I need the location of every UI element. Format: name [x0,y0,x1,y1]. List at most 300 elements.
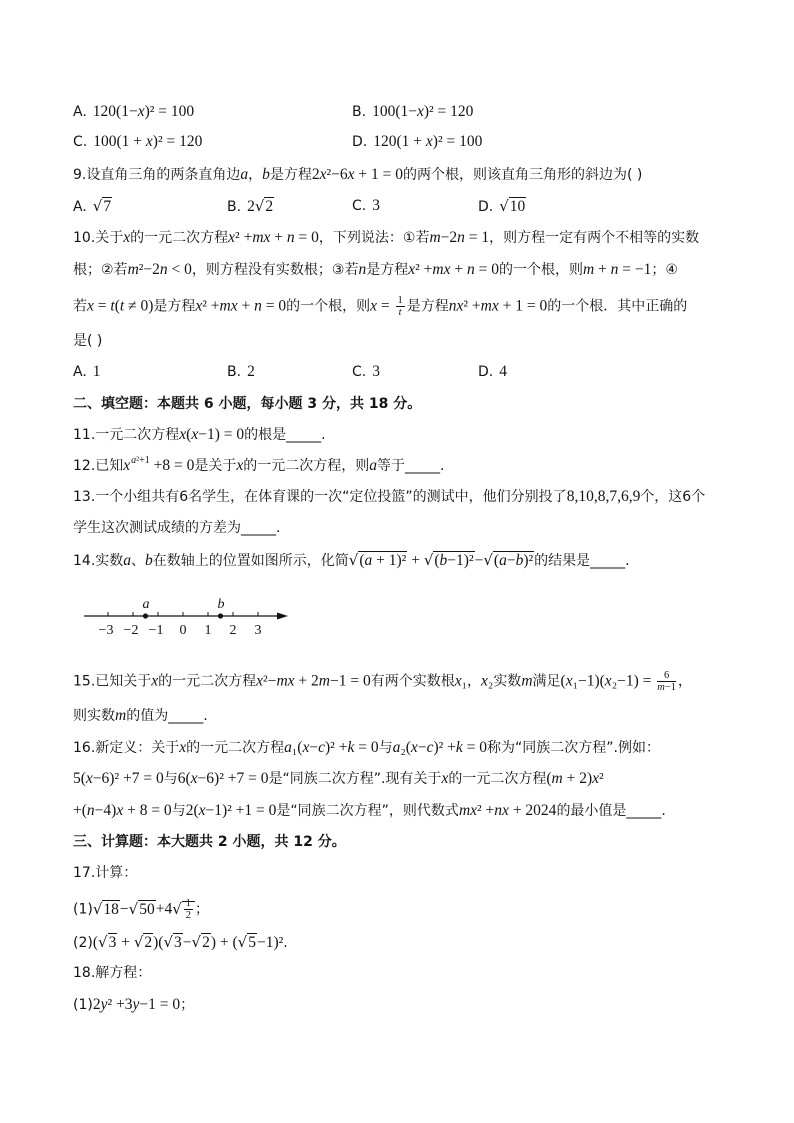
q9-option-c [352,196,380,216]
radical-sign: √ [128,899,139,918]
math-variable: x [319,166,327,183]
math-variable: m [657,682,665,693]
math-variable: x [179,426,187,443]
text-run: 是方程 [366,262,409,278]
text-run: . [283,935,288,951]
radicand: 3 [174,934,182,951]
square-root [128,899,156,918]
math-expression: − [474,552,484,569]
text-run: 与 [163,771,178,787]
text-run: 15.已知关于 [73,673,152,690]
math-variable: m [429,229,441,246]
text-run: ，则方程没有实数根；③若 [191,262,359,278]
radical-sign: √ [237,933,248,951]
option-label: C. [352,364,367,380]
q9-option-b [227,196,274,216]
square-root [192,935,211,951]
q10-stem-line-4 [73,331,102,351]
math-variable: m [432,261,444,278]
text-run: 根；②若 [73,262,128,278]
q11-stem [73,425,326,445]
math-expression: m−2n = 1 [429,229,490,246]
math-variable: x [230,297,238,315]
text-run: ，则方程一定有两个不相等的实数 [489,230,700,246]
math-variable: k [455,739,463,756]
option-expression [93,134,202,150]
text-run: 是“同族二次方程”.现有关于 [268,771,442,787]
math-variable: x [410,739,418,756]
tick-label: 3 [254,623,262,638]
q10-stem-line-3 [73,295,688,318]
text-run: 是关于 [194,458,237,474]
fraction [396,295,405,318]
radicand: 50 [139,900,155,918]
math-variable: m [582,261,595,278]
math-expression: a₂(x−c)² +k = 0 [392,739,488,756]
math-variable: m [551,770,563,787]
math-expression: x² +mx + n = 0 [195,297,287,315]
q18-part-1 [73,995,194,1015]
math-variable: n [86,802,95,819]
math-variable: n [466,261,475,278]
math-variable: x [456,297,464,315]
math-variable: n [610,261,619,278]
denominator: m−1 [657,682,677,693]
math-variable: x [287,672,295,690]
text-run: ， [467,673,482,690]
text-run: 9.设直角三角的两条直角边 [73,167,241,183]
option-expression [499,199,526,215]
math-expression: x₂ [481,672,494,690]
math-expression: 6(x−6)² +7 = 0 [177,770,269,787]
math-expression: a₁(x−c)² +k = 0 [284,739,379,756]
math-expression: ( [92,934,99,951]
math-expression [145,552,153,569]
math-variable: a [131,455,137,466]
fraction [184,898,193,921]
radicand: 2 [144,934,153,951]
text-run: ，下列说法：①若 [318,230,430,246]
square-root [163,935,182,951]
square-root [98,935,117,951]
math-variable: a [284,739,292,756]
math-variable: m [252,229,264,246]
tick-label: −3 [98,623,114,638]
radical-sign: √ [348,551,359,569]
text-run: ； [180,997,195,1013]
radical-sign: √ [133,933,144,951]
math-variable: b [145,552,153,569]
math-variable: b [515,552,524,569]
q9-option-a [73,196,112,216]
option-label: B. [352,104,367,120]
option-label: A. [73,364,87,380]
math-variable: t [398,307,402,318]
math-variable: x [481,672,488,690]
math-expression: 2x²−6x + 1 = 0 [311,166,404,183]
text-run: 16.新定义：关于 [73,740,180,756]
text-run: 17.计算： [73,865,138,881]
text-run: 的结果是_____. [534,553,630,569]
radicand: 2 [265,198,274,215]
math-variable: n [457,229,465,246]
math-variable: x [263,229,271,246]
math-variable: x [87,297,94,315]
q17-part-2 [73,932,288,952]
math-expression: 2 [247,198,255,215]
radicand: (a + 1)² [359,552,407,569]
math-expression: 100(1 + x)² = 120 [93,133,203,150]
q8-option-d [352,132,482,152]
math-variable: a [499,552,507,569]
point-a [143,613,148,618]
math-variable: x [179,739,187,756]
radical-sign: √ [163,933,174,951]
math-variable: m [127,261,139,278]
radicand: 10 [509,198,526,215]
math-expression: 4 [499,363,507,380]
option-expression [499,364,507,380]
math-variable: x [191,426,199,443]
math-expression: + [117,934,134,951]
math-expression: +4 [155,900,173,918]
q16-stem-line-3 [73,801,666,821]
q9-stem [73,165,642,185]
math-expression: )( [153,934,164,951]
math-variable: n [358,261,367,278]
text-run: 是方程 [153,298,196,315]
math-expression [123,552,131,569]
math-variable: x [123,229,131,246]
number-line-figure [80,592,295,642]
square-root [499,199,526,215]
math-variable: n [448,297,457,315]
q8-option-c [73,132,202,152]
square-root [424,553,475,569]
numerator: 6 [657,670,676,682]
math-variable: x [565,672,573,690]
math-variable: t [110,297,115,315]
math-expression: 8,10,8,7,6,9 [566,488,641,505]
math-expression: 1 [92,363,101,380]
text-run: 与 [171,803,186,819]
math-variable: x [123,457,131,474]
text-run: 等于_____. [377,458,445,474]
q10-option-a [73,362,101,382]
q18-stem [73,963,151,983]
math-expression [115,707,126,724]
option-label: A. [73,104,87,120]
text-run: 是方程 [406,298,449,315]
math-expression [369,457,377,474]
square-root [172,898,195,921]
text-run: 则实数 [73,708,115,724]
math-expression: 5(x−6)² +7 = 0 [73,770,164,787]
option-expression [93,364,101,380]
math-variable: x [256,672,264,690]
math-expression: m²−2n < 0 [127,261,192,278]
option-expression [372,104,473,120]
section-heading-calculation: 三、计算题：本大题共 2 小题，共 12 分。 [73,834,346,850]
math-variable: a [364,552,373,569]
math-variable: n [159,261,168,278]
math-variable: b [262,166,270,183]
text-run: 是( ) [73,333,103,349]
math-variable: a [240,166,249,183]
q13-stem-line-2 [73,518,280,538]
math-expression: x = [370,297,394,315]
math-expression: + [407,552,424,569]
math-expression: 2y² +3y−1 = 0 [92,996,181,1013]
radical-sign: √ [423,551,434,569]
option-expression [372,198,380,214]
math-variable: x [228,229,236,246]
q14-stem [73,550,630,570]
text-run: ， [248,167,263,183]
text-run: 14.实数 [73,553,124,569]
text-run: 是方程 [269,167,312,183]
text-run: 的一元二次方程 [186,740,285,756]
option-label: D. [478,364,494,380]
square-root [349,553,408,569]
math-expression: x₁ [454,672,468,690]
math-variable: x [195,297,203,315]
point-b [218,613,223,618]
tick-label: 2 [229,623,237,638]
radicand: 2 [202,934,210,951]
math-variable: x [502,802,509,819]
math-variable: m [521,672,533,690]
square-root [93,199,112,215]
q8-option-a [73,102,194,122]
text-run: 的最小值是_____. [556,803,666,819]
math-variable: n [254,297,262,315]
square-root [134,935,153,951]
math-variable: x [85,770,93,787]
text-run: 实数 [493,673,522,690]
math-expression: mx² +nx + 2024 [458,802,557,819]
math-expression: 120(1−x)² = 100 [92,103,195,120]
tick-label: 1 [204,623,212,638]
math-variable: b [439,552,448,569]
option-label: D. [352,134,368,150]
q15-stem-line-1 [73,670,693,693]
math-expression: 3 [372,197,380,214]
math-variable: x [443,261,451,278]
option-label: A. [73,199,87,215]
math-variable: x [425,133,433,150]
text-run: (2) [73,935,93,951]
radical-sign: √ [92,899,103,918]
math-expression: −1)² [256,934,284,951]
q16-stem-line-2 [73,769,604,789]
math-expression: x(x−1) = 0 [179,426,245,443]
math-variable: c [426,739,434,756]
math-variable: m [115,707,127,724]
math-variable: x [302,739,310,756]
math-variable: x [198,802,206,819]
math-expression: 2 [247,363,255,380]
text-run: 的一个根．其中正确的 [547,298,688,315]
text-run: 12.已知 [73,458,124,474]
text-run: 、 [131,553,146,569]
arrow-head-icon [277,613,288,620]
text-run: 与 [378,740,393,756]
math-variable: x [491,297,499,315]
math-expression: 2(x−1)² +1 = 0 [185,802,277,819]
math-variable: n [494,802,503,819]
fraction [657,670,676,693]
q10-option-b [227,362,255,382]
math-variable: x [347,166,355,183]
math-variable: x [454,672,462,690]
math-expression: nx² +mx + 1 = 0 [448,297,548,315]
math-expression: x = t(t ≠ 0) [87,297,154,315]
math-expression [262,166,270,183]
tick-label: 0 [179,623,187,638]
square-root [238,935,257,951]
radicand: (b−1)² [434,552,474,569]
math-variable: x [441,770,449,787]
math-variable: m [219,297,231,315]
math-expression: 100(1−x)² = 120 [372,103,474,120]
math-expression: x² +mx + n = 0 [408,261,499,278]
numerator: 1 [185,898,192,909]
option-label: D. [478,199,494,215]
math-variable: c [318,739,326,756]
math-variable: y [132,996,140,1013]
option-label: B. [227,199,242,215]
math-variable: x [416,103,424,120]
text-run: 满足 [532,673,561,690]
math-variable: x [137,103,145,120]
math-expression [521,673,532,690]
radicand [182,898,195,921]
math-variable: y [100,996,108,1013]
radicand: 7 [103,198,112,215]
square-root [483,553,534,569]
math-variable: t [119,297,125,315]
option-label: B. [227,364,242,380]
text-run: (1) [73,901,93,918]
math-expression: m + n = −1 [582,261,652,278]
radicand: 5 [248,934,256,951]
text-run: 在数轴上的位置如图所示，化简 [152,553,349,569]
radical-sign: √ [483,551,493,569]
math-variable: x [592,770,599,787]
q10-option-c [352,362,380,382]
math-variable: m [276,672,288,690]
numerator: 1 [397,295,403,306]
math-expression: +(n−4)x + 8 = 0 [73,802,172,819]
math-expression [240,166,248,183]
math-expression: ) + ( [210,934,238,951]
q10-stem-line-1 [73,228,699,248]
text-run: 学生这次测试成绩的方差为_____. [73,520,281,536]
radical-sign: √ [499,197,509,215]
text-run: (1) [73,997,93,1013]
math-variable: x [145,133,153,150]
math-variable: a [392,739,401,756]
text-run: 的一元二次方程，则 [243,458,370,474]
math-variable: x [236,457,244,474]
text-run: ， [678,673,693,690]
tick-label: −2 [123,623,139,638]
text-run: 有两个实数根 [370,673,455,690]
math-expression: x² +mx + n = 0 [228,229,319,246]
text-run: 的一元二次方程 [448,771,547,787]
text-run: ；④ [651,262,678,278]
math-expression: (m + 2)x² [546,770,604,787]
math-expression: x²−mx + 2m−1 = 0 [256,672,371,690]
math-expression: − [119,900,129,918]
math-variable: k [347,739,355,756]
section-heading-fill-in: 二、填空题：本题共 6 小题，每小题 3 分，共 18 分。 [73,396,422,412]
text-run: 的值为_____. [126,708,208,724]
math-variable: x [151,672,159,690]
math-variable: m [458,802,471,819]
math-variable: x [604,672,612,690]
math-variable: x [370,297,377,315]
denominator [396,307,405,318]
text-run: 的根是_____. [244,427,326,443]
text-run: 称为“同族二次方程”.例如： [487,740,660,756]
square-root [255,199,274,215]
q10-option-d [478,362,507,382]
q15-stem-line-2 [73,706,208,726]
q9-option-d [478,196,526,216]
option-label: C. [73,134,88,150]
math-variable: a [123,552,132,569]
radical-sign: √ [92,197,103,215]
q8-option-b [352,102,473,122]
point-b-label: b [217,597,225,612]
q12-stem [73,456,445,476]
text-run: 18.解方程： [73,965,152,981]
option-expression [372,364,380,380]
q13-stem-line-1 [73,487,705,507]
text-run: 的一元二次方程 [130,230,229,246]
option-expression [247,364,255,380]
text-run: 11.一元二次方程 [73,427,180,443]
math-variable: x [190,770,198,787]
q17-stem [73,863,137,883]
point-a-label: a [142,597,150,612]
radical-sign: √ [191,933,202,951]
q10-stem-line-2 [73,260,678,280]
text-run: 的一个根，则 [498,262,583,278]
math-variable: x [408,261,416,278]
radical-sign: √ [172,899,182,918]
superscript: a²+1 [131,455,150,466]
radicand: 18 [103,900,119,918]
text-run: 若 [73,298,87,315]
text-run: 的一个根，则 [286,298,371,315]
q17-part-1 [73,898,210,921]
square-root [92,899,120,918]
option-expression [93,199,112,215]
option-label: C. [352,198,367,214]
math-variable: n [286,229,295,246]
math-variable: x [470,802,478,819]
math-expression: − [182,934,192,951]
text-run: ； [195,901,210,918]
option-expression [373,134,482,150]
text-run: 的一元二次方程 [158,673,257,690]
text-run: 的两个根，则该直角三角形的斜边为( ) [403,167,643,183]
denominator: 2 [185,910,192,921]
text-run: 13.一个小组共有6名学生，在体育课的一次“定位投篮”的测试中，他们分别投了 [73,489,567,505]
